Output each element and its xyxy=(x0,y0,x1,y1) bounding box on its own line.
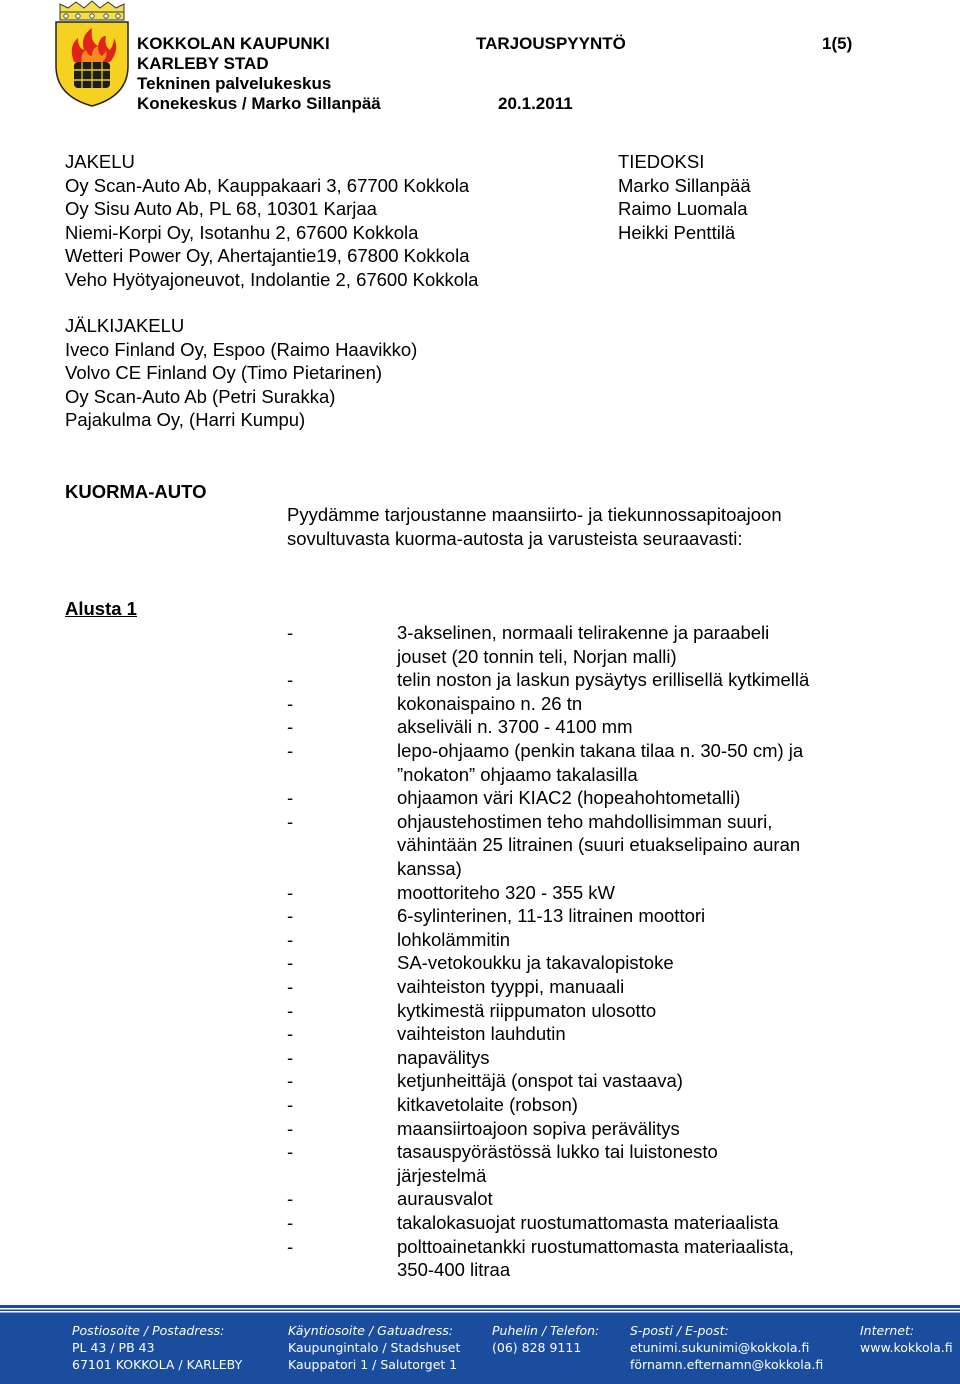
list-dash: - xyxy=(287,787,294,809)
distribution-title: JAKELU xyxy=(65,151,135,172)
spec-text-line: lohkolämmitin xyxy=(397,928,511,950)
spec-text xyxy=(397,1069,897,1093)
footer-email xyxy=(630,1322,823,1373)
list-dash: - xyxy=(287,1117,294,1139)
distribution-block xyxy=(65,150,478,292)
document-type: TARJOUSPYYNTÖ xyxy=(476,34,626,53)
spec-text xyxy=(397,692,897,716)
footer-line[interactable]: förnamn.efternamn@kokkola.fi xyxy=(630,1357,824,1372)
list-dash: - xyxy=(287,999,294,1021)
footer-postal xyxy=(72,1322,242,1373)
post-distribution-line: Pajakulma Oy, (Harri Kumpu) xyxy=(65,409,306,431)
chassis-title: Alusta 1 xyxy=(65,598,137,619)
footer-line: 67101 KOKKOLA / KARLEBY xyxy=(72,1357,243,1372)
footer-line: Kaupungintalo / Stadshuset xyxy=(288,1340,461,1355)
spec-text xyxy=(397,1046,897,1070)
spec-text-line: aurausvalot xyxy=(397,1188,493,1210)
spec-text xyxy=(397,999,897,1023)
footer-line[interactable]: etunimi.sukunimi@kokkola.fi xyxy=(630,1340,810,1355)
info-block xyxy=(618,150,751,244)
spec-text-line: telin noston ja laskun pysäytys erillisellä kytkimellä xyxy=(397,669,810,691)
spec-text-line: järjestelmä xyxy=(397,1164,487,1186)
spec-text-line: vaihteiston tyyppi, manuaali xyxy=(397,976,625,997)
spec-text-line: kanssa) xyxy=(397,857,462,879)
footer-line: PL 43 / PB 43 xyxy=(72,1340,155,1355)
list-dash: - xyxy=(287,1188,294,1210)
spec-text-line: kitkavetolaite (robson) xyxy=(397,1094,578,1115)
spec-text xyxy=(397,1235,897,1282)
footer-label: Postiosoite / Postadress: xyxy=(72,1323,225,1338)
spec-text-line: moottoriteho 320 - 355 kW xyxy=(397,881,615,903)
spec-text xyxy=(397,786,897,810)
distribution-line: Veho Hyötyajoneuvot, Indolantie 2, 67600 Kokkola xyxy=(65,268,479,290)
spec-text xyxy=(397,621,897,668)
spec-text-line: maansiirtoajoon sopiva perävälitys xyxy=(397,1117,680,1139)
post-distribution-title: JÄLKIJAKELU xyxy=(65,315,185,336)
list-dash: - xyxy=(287,622,294,643)
spec-text-line: lepo-ohjaamo (penkin takana tilaa n. 30-50 cm) ja xyxy=(397,740,804,761)
list-dash: - xyxy=(287,1212,294,1233)
spec-text xyxy=(397,1140,897,1187)
list-dash: - xyxy=(287,1094,294,1115)
spec-text-line: ohjaamon väri KIAC2 (hopeahohtometalli) xyxy=(397,787,741,809)
list-dash: - xyxy=(287,976,294,997)
list-dash: - xyxy=(287,1235,294,1257)
document-date: 20.1.2011 xyxy=(498,94,573,113)
spec-text-line: akseliväli n. 3700 - 4100 mm xyxy=(397,716,633,738)
spec-text-line: tasauspyörästössä lukko tai luistonesto xyxy=(397,1141,718,1163)
spec-text xyxy=(397,1093,897,1117)
footer-internet xyxy=(860,1322,953,1356)
list-dash: - xyxy=(287,1141,294,1163)
city-name-sv: KARLEBY STAD xyxy=(137,54,269,73)
spec-text xyxy=(397,951,897,975)
footer-label: S-posti / E-post: xyxy=(630,1323,729,1338)
list-dash: - xyxy=(287,905,294,927)
list-dash: - xyxy=(287,952,294,974)
department: Tekninen palvelukeskus xyxy=(137,74,332,93)
spec-text xyxy=(397,928,897,952)
intro-line: Pyydämme tarjoustanne maansiirto- ja tiekunnossapitoajoon xyxy=(287,504,782,525)
list-dash: - xyxy=(287,810,294,832)
spec-text-line: ketjunheittäjä (onspot tai vastaava) xyxy=(397,1070,683,1092)
spec-text xyxy=(397,715,897,739)
post-distribution-line: Oy Scan-Auto Ab (Petri Surakka) xyxy=(65,385,336,407)
spec-text-line: napavälitys xyxy=(397,1046,490,1068)
spec-text xyxy=(397,904,897,928)
spec-text-line: polttoainetankki ruostumattomasta materiaalista, xyxy=(397,1235,794,1257)
distribution-line: Oy Sisu Auto Ab, PL 68, 10301 Karjaa xyxy=(65,198,377,220)
spec-text xyxy=(397,881,897,905)
unit-contact: Konekeskus / Marko Sillanpää xyxy=(137,94,381,113)
footer-line[interactable]: www.kokkola.fi xyxy=(860,1340,953,1355)
list-dash: - xyxy=(287,669,294,691)
info-line: Heikki Penttilä xyxy=(618,221,736,243)
footer-stripes xyxy=(0,1300,960,1316)
post-distribution-line: Volvo CE Finland Oy (Timo Pietarinen) xyxy=(65,362,383,384)
distribution-line: Wetteri Power Oy, Ahertajantie19, 67800 Kokkola xyxy=(65,245,470,267)
spec-text-line: 350-400 litraa xyxy=(397,1259,511,1281)
info-line: Marko Sillanpää xyxy=(618,174,751,196)
distribution-line: Niemi-Korpi Oy, Isotanhu 2, 67600 Kokkola xyxy=(65,221,419,243)
list-dash: - xyxy=(287,716,294,738)
footer-phone xyxy=(492,1322,599,1356)
list-dash: - xyxy=(287,1023,294,1045)
spec-text-line: 3-akselinen, normaali telirakenne ja paraabeli xyxy=(397,622,770,643)
spec-text xyxy=(397,739,897,786)
distribution-line: Oy Scan-Auto Ab, Kauppakaari 3, 67700 Kokkola xyxy=(65,174,470,196)
spec-text xyxy=(397,1117,897,1141)
footer xyxy=(0,1300,960,1384)
spec-text-line: ”nokaton” ohjaamo takalasilla xyxy=(397,763,638,785)
list-dash: - xyxy=(287,1046,294,1068)
spec-text xyxy=(397,668,897,692)
footer-label: Käyntiosoite / Gatuadress: xyxy=(288,1323,453,1338)
spec-text xyxy=(397,1022,897,1046)
chassis-spec-list xyxy=(287,621,907,1291)
page-number: 1(5) xyxy=(822,34,853,53)
spec-text xyxy=(397,1187,897,1211)
spec-text-line: kokonaispaino n. 26 tn xyxy=(397,692,583,714)
list-dash: - xyxy=(287,881,294,903)
spec-text-line: kytkimestä riippumaton ulosotto xyxy=(397,999,657,1021)
spec-text xyxy=(397,810,897,881)
list-dash: - xyxy=(287,1070,294,1092)
info-line: Raimo Luomala xyxy=(618,198,748,220)
footer-line: Kauppatori 1 / Salutorget 1 xyxy=(288,1357,458,1372)
footer-label: Puhelin / Telefon: xyxy=(492,1323,600,1338)
footer-line: (06) 828 9111 xyxy=(492,1340,582,1355)
section-intro xyxy=(287,503,782,550)
spec-text-line: vähintään 25 litrainen (suuri etuakselipaino auran xyxy=(397,834,801,856)
post-distribution-line: Iveco Finland Oy, Espoo (Raimo Haavikko) xyxy=(65,338,418,360)
footer-label: Internet: xyxy=(860,1323,915,1338)
spec-text-line: ohjaustehostimen teho mahdollisimman suuri, xyxy=(397,810,773,832)
list-dash: - xyxy=(287,928,294,950)
coat-of-arms-logo xyxy=(52,0,132,108)
spec-text-line: SA-vetokoukku ja takavalopistoke xyxy=(397,952,674,974)
spec-text xyxy=(397,1211,897,1235)
city-name-fi: KOKKOLAN KAUPUNKI xyxy=(137,34,330,53)
spec-text xyxy=(397,975,897,999)
info-title: TIEDOKSI xyxy=(618,151,705,172)
spec-text-line: 6-sylinterinen, 11-13 litrainen moottori xyxy=(397,905,706,927)
spec-text-line: jouset (20 tonnin teli, Norjan malli) xyxy=(397,645,677,667)
list-dash: - xyxy=(287,740,294,761)
post-distribution-block xyxy=(65,314,417,432)
intro-line: sovultuvasta kuorma-autosta ja varusteista seuraavasti: xyxy=(287,527,743,549)
spec-text-line: takalokasuojat ruostumattomasta materiaalista xyxy=(397,1212,779,1233)
list-dash: - xyxy=(287,692,294,714)
spec-text-line: vaihteiston lauhdutin xyxy=(397,1023,566,1045)
footer-visiting xyxy=(288,1322,460,1373)
section-title: KUORMA-AUTO xyxy=(65,481,207,502)
